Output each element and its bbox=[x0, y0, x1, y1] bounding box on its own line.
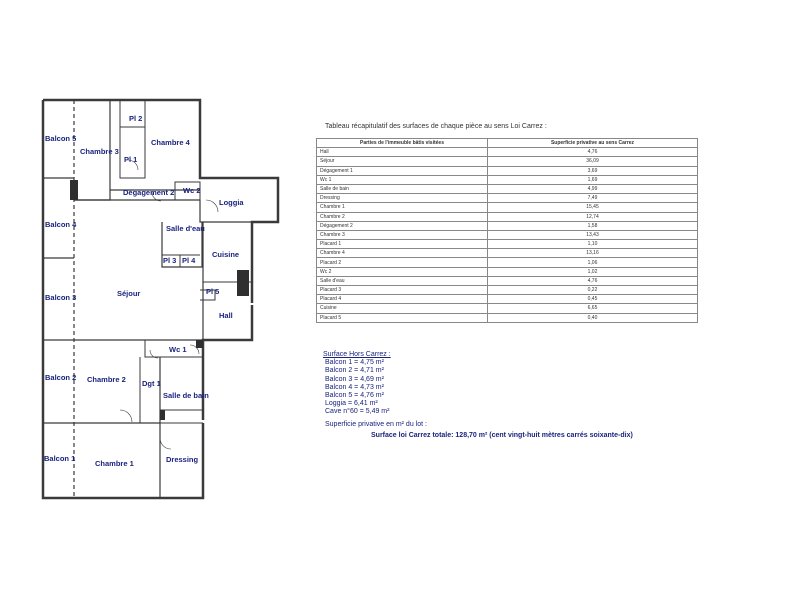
room-degagement-2: Dégagement 2 bbox=[123, 188, 175, 197]
room-chambre-1: Chambre 1 bbox=[95, 459, 134, 468]
row-value: 12,74 bbox=[488, 212, 698, 221]
hors-carrez-line: Balcon 5 = 4,76 m² bbox=[325, 392, 384, 400]
row-name: Hall bbox=[317, 148, 488, 157]
row-name: Cuisine bbox=[317, 304, 488, 313]
row-name: Dégagement 2 bbox=[317, 221, 488, 230]
room-chambre-3: Chambre 3 bbox=[80, 147, 119, 156]
row-name: Salle de bain bbox=[317, 184, 488, 193]
room-balcon-5: Balcon 5 bbox=[45, 134, 77, 143]
table-row bbox=[317, 240, 698, 249]
table-row bbox=[317, 258, 698, 267]
room-balcon-2: Balcon 2 bbox=[45, 373, 77, 382]
table-row bbox=[317, 203, 698, 212]
row-value: 0,40 bbox=[488, 313, 698, 322]
row-name: Chambre 4 bbox=[317, 249, 488, 258]
row-name: Placard 1 bbox=[317, 240, 488, 249]
hors-carrez-title: Surface Hors Carrez : bbox=[323, 351, 391, 358]
total-surface: Surface loi Carrez totale: 128,70 m² (cent vingt-huit mètres carrés soixante-dix) bbox=[371, 432, 633, 439]
row-name: Placard 4 bbox=[317, 295, 488, 304]
table-row bbox=[317, 157, 698, 166]
row-name: Séjour bbox=[317, 157, 488, 166]
room-cuisine: Cuisine bbox=[212, 250, 240, 259]
table-row bbox=[317, 230, 698, 239]
row-value: 1,58 bbox=[488, 221, 698, 230]
room-balcon-3: Balcon 3 bbox=[45, 293, 77, 302]
hors-carrez-line: Balcon 1 = 4,75 m² bbox=[325, 359, 384, 367]
table-row bbox=[317, 304, 698, 313]
row-name: Placard 5 bbox=[317, 313, 488, 322]
table-row bbox=[317, 184, 698, 193]
table-row bbox=[317, 286, 698, 295]
room-salle-eau: Salle d'eau bbox=[166, 224, 205, 233]
row-value: 4,76 bbox=[488, 148, 698, 157]
row-value: 36,09 bbox=[488, 157, 698, 166]
header-surface: Superficie privative au sens Carrez bbox=[488, 139, 698, 148]
table-row bbox=[317, 267, 698, 276]
row-name: Placard 2 bbox=[317, 258, 488, 267]
row-name: Dégagement 1 bbox=[317, 166, 488, 175]
room-degagement-1: Dgt 1 bbox=[142, 379, 161, 388]
row-value: 13,43 bbox=[488, 230, 698, 239]
row-name: Salle d'eau bbox=[317, 276, 488, 285]
room-placard-1: Pl 1 bbox=[124, 155, 138, 164]
room-sejour: Séjour bbox=[117, 289, 141, 298]
row-value: 1,10 bbox=[488, 240, 698, 249]
hors-carrez-line: Balcon 3 = 4,69 m² bbox=[325, 375, 384, 383]
room-placard-2: Pl 2 bbox=[129, 114, 143, 123]
row-value: 15,45 bbox=[488, 203, 698, 212]
room-wc-1: Wc 1 bbox=[169, 345, 187, 354]
hors-carrez-block bbox=[323, 351, 391, 417]
table-row bbox=[317, 166, 698, 175]
table-row bbox=[317, 212, 698, 221]
room-chambre-4: Chambre 4 bbox=[151, 138, 190, 147]
room-balcon-1: Balcon 1 bbox=[44, 454, 76, 463]
row-name: Chambre 2 bbox=[317, 212, 488, 221]
room-loggia: Loggia bbox=[219, 198, 244, 207]
surface-table bbox=[316, 138, 698, 323]
row-name: Chambre 1 bbox=[317, 203, 488, 212]
table-header-row bbox=[317, 139, 698, 148]
table-row bbox=[317, 148, 698, 157]
table-row bbox=[317, 175, 698, 184]
room-placard-5: Pl 5 bbox=[206, 287, 220, 296]
table-row bbox=[317, 276, 698, 285]
hors-carrez-line: Balcon 4 = 4,73 m² bbox=[325, 383, 384, 391]
table-row bbox=[317, 295, 698, 304]
row-value: 0,45 bbox=[488, 295, 698, 304]
row-name: Dressing bbox=[317, 194, 488, 203]
room-balcon-4: Balcon 4 bbox=[45, 220, 77, 229]
table-row bbox=[317, 194, 698, 203]
row-value: 3,69 bbox=[488, 166, 698, 175]
row-value: 4,76 bbox=[488, 276, 698, 285]
room-salle-de-bain: Salle de bain bbox=[163, 391, 209, 400]
room-placard-3: Pl 3 bbox=[163, 256, 177, 265]
row-name: Wc 1 bbox=[317, 175, 488, 184]
row-value: 7,49 bbox=[488, 194, 698, 203]
row-value: 1,02 bbox=[488, 267, 698, 276]
row-value: 13,16 bbox=[488, 249, 698, 258]
row-value: 4,99 bbox=[488, 184, 698, 193]
header-rooms: Parties de l'immeuble bâtis visitées bbox=[317, 139, 488, 148]
row-value: 6,65 bbox=[488, 304, 698, 313]
hors-carrez-line: Balcon 2 = 4,71 m² bbox=[325, 367, 384, 375]
row-name: Chambre 3 bbox=[317, 230, 488, 239]
hors-carrez-line: Loggia = 6,41 m² bbox=[325, 400, 378, 408]
row-name: Wc 2 bbox=[317, 267, 488, 276]
table-row bbox=[317, 249, 698, 258]
table-row bbox=[317, 221, 698, 230]
row-value: 1,06 bbox=[488, 258, 698, 267]
row-name: Placard 3 bbox=[317, 286, 488, 295]
room-wc-2: Wc 2 bbox=[183, 186, 201, 195]
room-chambre-2: Chambre 2 bbox=[87, 375, 126, 384]
hors-carrez-line: Cave n°60 = 5,49 m² bbox=[325, 408, 390, 416]
table-row bbox=[317, 313, 698, 322]
table-title: Tableau récapitulatif des surfaces de chaque pièce au sens Loi Carrez : bbox=[325, 123, 547, 130]
room-hall: Hall bbox=[219, 311, 233, 320]
private-surface-label: Superficie privative en m² du lot : bbox=[325, 421, 427, 428]
floor-plan bbox=[0, 0, 310, 600]
room-placard-4: Pl 4 bbox=[182, 256, 196, 265]
room-dressing: Dressing bbox=[166, 455, 199, 464]
row-value: 1,69 bbox=[488, 175, 698, 184]
plan-walls bbox=[43, 100, 278, 498]
row-value: 0,22 bbox=[488, 286, 698, 295]
